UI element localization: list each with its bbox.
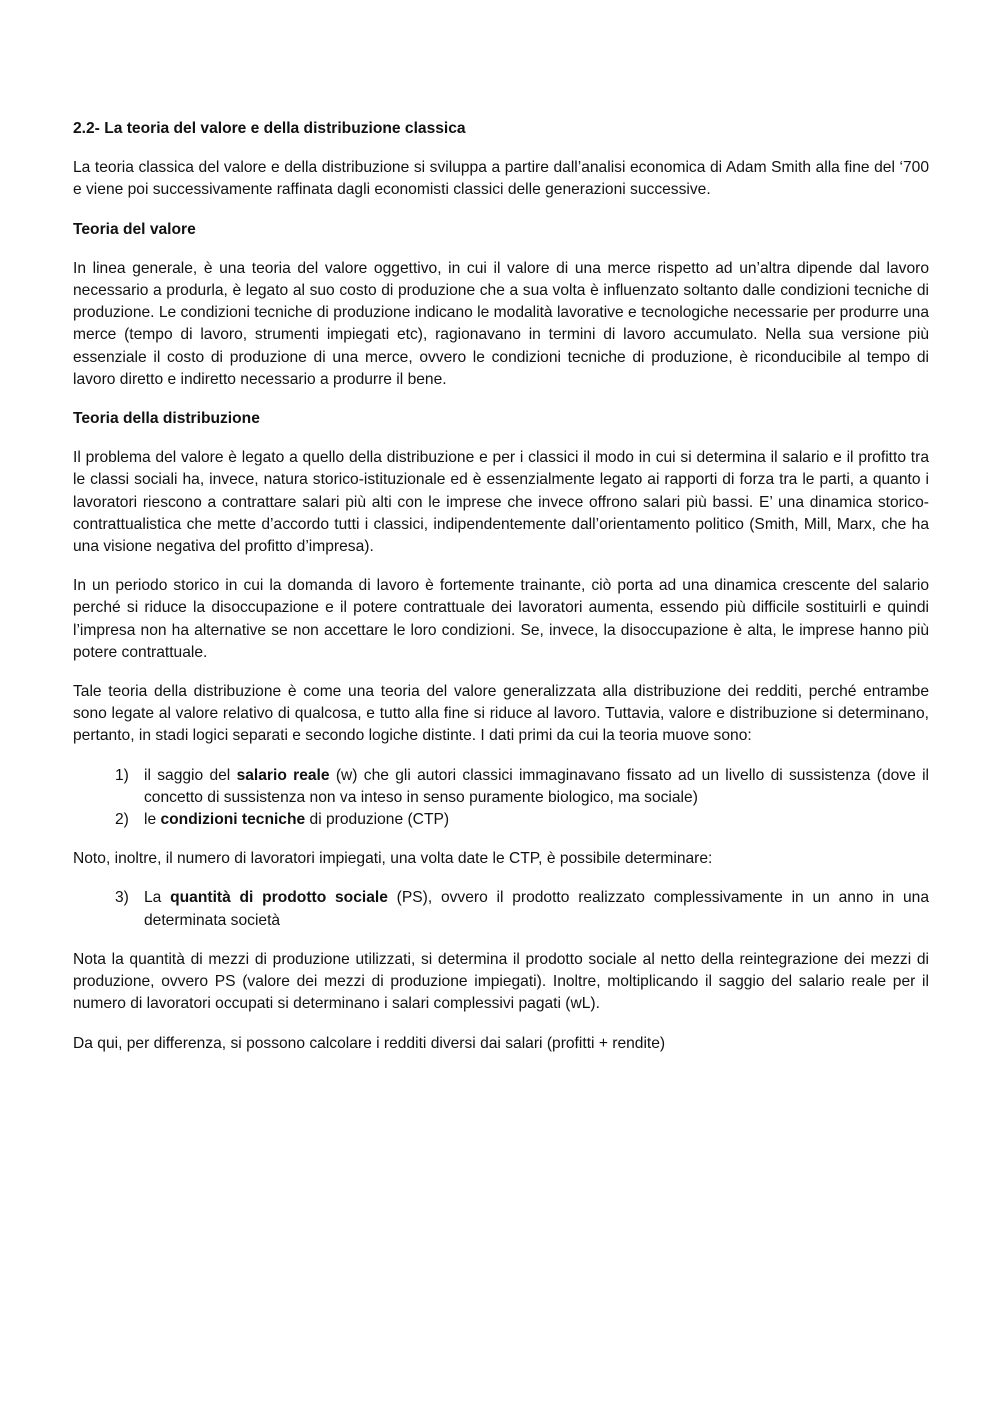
list-item-number: 1) (115, 766, 129, 784)
list-item-text-before: le (144, 811, 161, 829)
list-item-bold-term: salario reale (236, 766, 330, 784)
intro-paragraph: La teoria classica del valore e della distribuzione si sviluppa a partire dall’analisi economica di Adam Smith alla fine del ‘700 e viene poi successivamente raffinata dagli economisti classici delle generazioni successive. (73, 159, 929, 199)
distribution-paragraph-1: Il problema del valore è legato a quello della distribuzione e per i classici il modo in cui si determina il salario e il profitto tra le classi sociali ha, invece, natura storico-istituzionale ed è essenzialmente legato ai rapporti di forza tra le parti, a quanto i lavoratori riescono a contrattare salari più alti con le imprese che invece offrono salari più bassi. E’ una dinamica storico-contrattualistica che mette d’accordo tutti i classici, indipendentemente dall’orientamento politico (Smith, Mill, Marx, che ha una visione negativa del profitto d’impresa). (73, 449, 929, 556)
list-item-number: 3) (115, 889, 129, 907)
list-item (73, 765, 929, 809)
list-item-text-after: (w) che gli autori classici immaginavano fissato ad un livello di sussistenza (dove il concetto di sussistenza non va inteso in senso puramente biologico, ma sociale) (144, 766, 929, 806)
primary-data-list (73, 765, 929, 832)
determinable-list (73, 887, 929, 931)
list-item-number: 2) (115, 811, 129, 829)
list-item-bold-term: condizioni tecniche (160, 811, 306, 829)
nota-paragraph: Nota la quantità di mezzi di produzione utilizzati, si determina il prodotto sociale al netto della reintegrazione dei mezzi di produzione, ovvero PS (valore dei mezzi di produzione impiegati). Inoltre, moltiplicando il saggio del salario reale per il numero di lavoratori occupati si determinano i salari complessivi pagati (wL). (73, 950, 929, 1013)
list-item-text-before: il saggio del (144, 766, 237, 784)
list-item-text-before: La (144, 889, 171, 907)
list-item (73, 809, 929, 831)
final-paragraph: Da qui, per differenza, si possono calcolare i redditi diversi dai salari (profitti + rendite) (73, 1034, 666, 1052)
section-title: 2.2- La teoria del valore e della distribuzione classica (73, 120, 466, 137)
document-page (73, 118, 929, 1072)
distribution-paragraph-3: Tale teoria della distribuzione è come una teoria del valore generalizzata alla distribuzione dei redditi, perché entrambe sono legate al valore relativo di qualcosa, e tutto alla fine si riduce al lavoro. Tuttavia, valore e distribuzione si determinano, pertanto, in stadi logici separati e secondo logiche distinte. I dati primi da cui la teoria muove sono: (73, 683, 929, 745)
list-item-text-after: di produzione (CTP) (305, 811, 450, 829)
noto-paragraph: Noto, inoltre, il numero di lavoratori impiegati, una volta date le CTP, è possibile determinare: (73, 850, 713, 868)
list-item-text-after: (PS), ovvero il prodotto realizzato complessivamente in un anno in una determinata società (144, 889, 929, 929)
distribution-theory-heading: Teoria della distribuzione (73, 410, 260, 428)
list-item (73, 887, 929, 931)
list-item-bold-term: quantità di prodotto sociale (170, 889, 388, 907)
value-theory-heading: Teoria del valore (73, 220, 196, 238)
distribution-paragraph-2: In un periodo storico in cui la domanda di lavoro è fortemente trainante, ciò porta ad una dinamica crescente del salario perché si riduce la disoccupazione e il potere contrattuale dei lavoratori aumenta, essendo più difficile sostituirli e quindi l’impresa non ha alternative se non accettare le loro condizioni. Se, invece, la disoccupazione è alta, le imprese hanno più potere contrattuale. (73, 577, 929, 661)
value-theory-paragraph: In linea generale, è una teoria del valore oggettivo, in cui il valore di una merce rispetto ad un’altra dipende dal lavoro necessario a produrla, è legato al suo costo di produzione che a sua volta è influenzato soltanto dalle condizioni tecniche di produzione. Le condizioni tecniche di produzione indicano le modalità lavorative e tecnologiche necessarie per produrre una merce (tempo di lavoro, strumenti impiegati etc), ragionavano in termini di lavoro accumulato. Nella sua versione più essenziale il costo di produzione di una merce, ovvero le condizioni tecniche di produzione, è riconducibile al tempo di lavoro diretto e indiretto necessario a produrre il bene. (73, 259, 929, 388)
